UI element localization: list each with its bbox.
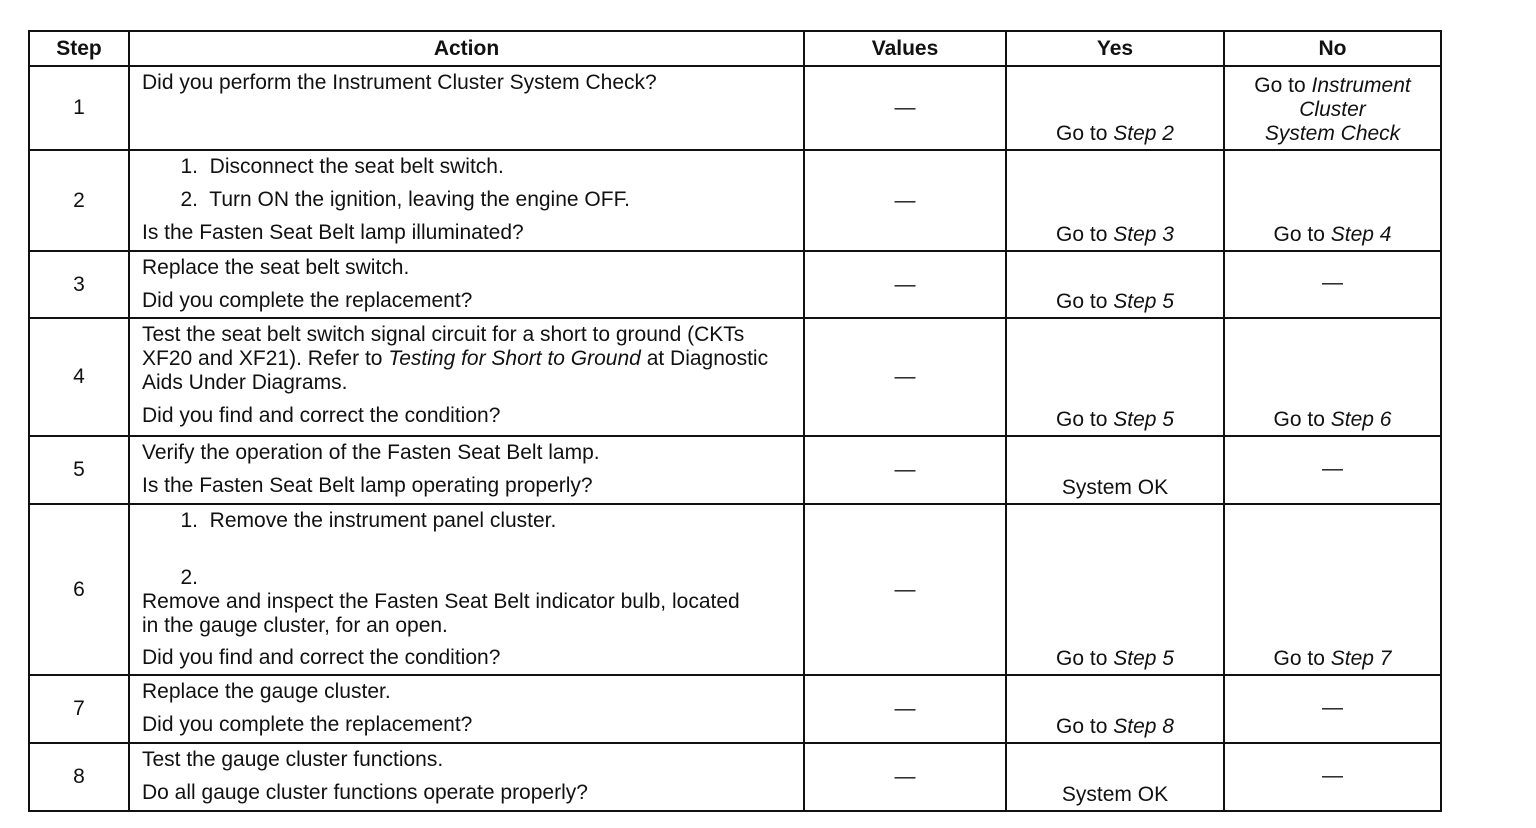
action-text-2: at Diagnostic Aids Under Diagrams.: [142, 347, 769, 394]
no-ref-1: Instrument: [1311, 74, 1411, 97]
header-no: No: [1224, 31, 1441, 66]
table-row: [29, 66, 1441, 150]
values-cell: —: [804, 675, 1006, 743]
yes-cell: [1006, 504, 1224, 675]
no-cell: [1224, 66, 1441, 150]
action-question: Is the Fasten Seat Belt lamp illuminated?: [142, 221, 524, 244]
no-step-ref: Step 6: [1330, 408, 1392, 431]
action-item-2: Turn ON the ignition, leaving the engine OFF.: [209, 188, 630, 211]
yes-step-ref: Step 2: [1113, 122, 1174, 145]
no-prefix: Go to: [1273, 223, 1325, 246]
table-row: [29, 675, 1441, 743]
no-prefix: Go to: [1273, 647, 1325, 670]
action-text: Replace the seat belt switch.: [142, 256, 410, 279]
values-cell: —: [804, 251, 1006, 318]
table-row: [29, 318, 1441, 436]
action-cell: [129, 743, 804, 811]
header-yes: Yes: [1006, 31, 1224, 66]
yes-prefix: Go to: [1056, 290, 1108, 313]
yes-step-ref: Step 8: [1113, 715, 1174, 738]
no-cell: —: [1224, 675, 1441, 743]
yes-prefix: Go to: [1056, 223, 1108, 246]
values-cell: —: [804, 743, 1006, 811]
yes-step-ref: Step 5: [1113, 647, 1174, 670]
action-question: Did you find and correct the condition?: [142, 646, 501, 669]
no-ref-3: System Check: [1264, 122, 1401, 145]
action-cell: [129, 318, 804, 436]
no-cell: —: [1224, 436, 1441, 504]
action-item-1: Remove the instrument panel cluster.: [209, 509, 557, 532]
values-cell: —: [804, 436, 1006, 504]
yes-cell: [1006, 150, 1224, 251]
step-number: 2: [29, 150, 129, 251]
diagnostic-table: [28, 30, 1442, 812]
yes-prefix: Go to: [1056, 408, 1108, 431]
step-number: 4: [29, 318, 129, 436]
step-number: 7: [29, 675, 129, 743]
action-cell: [129, 66, 804, 150]
no-prefix: Go to: [1254, 74, 1306, 97]
yes-step-ref: Step 3: [1113, 223, 1174, 246]
action-question: Do all gauge cluster functions operate properly?: [142, 781, 588, 804]
action-cell: [129, 436, 804, 504]
action-text: Replace the gauge cluster.: [142, 680, 391, 703]
action-question: Did you find and correct the condition?: [142, 404, 501, 427]
yes-step-ref: Step 5: [1113, 290, 1174, 313]
action-question: Is the Fasten Seat Belt lamp operating properly?: [142, 474, 593, 497]
yes-cell: [1006, 318, 1224, 436]
yes-cell: [1006, 66, 1224, 150]
action-reference: Testing for Short to Ground: [388, 347, 641, 370]
action-text: Test the seat belt switch signal circuit for a short to ground (CKTs XF20 and XF21). Refer to: [142, 323, 745, 370]
table-row: [29, 251, 1441, 318]
values-cell: —: [804, 150, 1006, 251]
no-prefix: Go to: [1273, 408, 1325, 431]
header-values: Values: [804, 31, 1006, 66]
action-question: Did you complete the replacement?: [142, 289, 473, 312]
values-cell: —: [804, 66, 1006, 150]
yes-cell: System OK: [1006, 743, 1224, 811]
yes-prefix: Go to: [1056, 122, 1108, 145]
values-cell: —: [804, 504, 1006, 675]
header-action: Action: [129, 31, 804, 66]
no-cell: [1224, 150, 1441, 251]
no-step-ref: Step 4: [1330, 223, 1392, 246]
yes-cell: System OK: [1006, 436, 1224, 504]
table-row: [29, 743, 1441, 811]
no-cell: —: [1224, 251, 1441, 318]
table-row: [29, 436, 1441, 504]
action-cell: 1. Remove the instrument panel cluster. 2. Remove and inspect the Fasten Seat Belt indicator bulb, located in the gauge cluster, for an open. Did you find and correct the condition?: [129, 504, 804, 675]
yes-prefix: Go to: [1056, 647, 1108, 670]
table-row: [29, 150, 1441, 251]
no-cell: —: [1224, 743, 1441, 811]
step-number: 3: [29, 251, 129, 318]
yes-step-ref: Step 5: [1113, 408, 1174, 431]
values-cell: —: [804, 318, 1006, 436]
action-text: Did you perform the Instrument Cluster System Check?: [142, 71, 657, 94]
step-number: 6: [29, 504, 129, 675]
action-cell: [129, 675, 804, 743]
yes-cell: [1006, 675, 1224, 743]
action-question: Did you complete the replacement?: [142, 713, 473, 736]
header-row: [29, 31, 1441, 66]
action-text: Verify the operation of the Fasten Seat Belt lamp.: [142, 441, 600, 464]
yes-cell: [1006, 251, 1224, 318]
action-text: Test the gauge cluster functions.: [142, 748, 444, 771]
step-number: 1: [29, 66, 129, 150]
step-number: 8: [29, 743, 129, 811]
no-cell: [1224, 318, 1441, 436]
action-item-2: Remove and inspect the Fasten Seat Belt indicator bulb, located in the gauge cluster, for an open.: [142, 590, 740, 637]
no-ref-2: Cluster: [1299, 98, 1366, 121]
action-cell: 1. Disconnect the seat belt switch. 2. Turn ON the ignition, leaving the engine OFF. Is the Fasten Seat Belt lamp illuminated?: [129, 150, 804, 251]
step-number: 5: [29, 436, 129, 504]
no-cell: [1224, 504, 1441, 675]
table-row: [29, 504, 1441, 675]
action-item-1: Disconnect the seat belt switch.: [209, 155, 504, 178]
yes-prefix: Go to: [1056, 715, 1108, 738]
header-step: Step: [29, 31, 129, 66]
action-cell: [129, 251, 804, 318]
no-step-ref: Step 7: [1330, 647, 1392, 670]
